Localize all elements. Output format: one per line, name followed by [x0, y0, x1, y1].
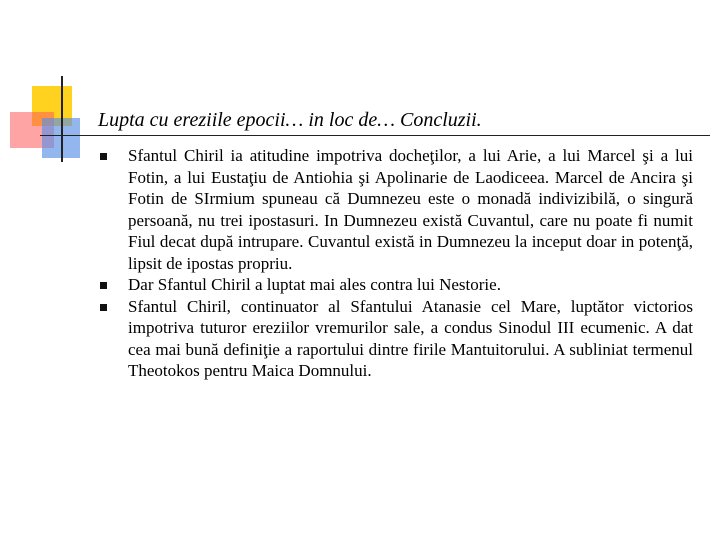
decorative-vertical-line — [61, 76, 63, 162]
slide-title: Lupta cu ereziile epocii… in loc de… Concluzii. — [98, 109, 482, 131]
square-bullet-icon — [100, 304, 107, 311]
bullet-item — [98, 145, 693, 274]
bullet-item — [98, 296, 693, 382]
decorative-horizontal-line — [40, 135, 710, 136]
bullet-text: Dar Sfantul Chiril a luptat mai ales contra lui Nestorie. — [128, 275, 501, 294]
square-bullet-icon — [100, 153, 107, 160]
bullet-list — [98, 145, 693, 382]
bullet-text: Sfantul Chiril, continuator al Sfantului Atanasie cel Mare, luptător victorios impotriva tuturor ereziilor vremurilor sale, a condus Sinodul III ecumenic. A dat cea mai bună definiţie a raportului dintre firile Mantuitorului. A subliniat termenul Theotokos pentru Maica Domnului. — [128, 296, 693, 380]
bullet-text: Sfantul Chiril ia atitudine impotriva docheţilor, a lui Arie, a lui Marcel şi a lui Fotin, a lui Eustaţiu de Antiohia şi Apolinarie de Laodiceea. Marcel de Ancira şi Fotin de SIrmium spuneau că Dumnezeu este o monadă indivizibilă, o singură persoană, nu trei ipostasuri. In Dumnezeu există Cuvantul, care nu poate fi numit Fiul decat după intrupare. Cuvantul există in Dumnezeu la inceput doar in potenţă, lipsit de ipostas propriu. — [128, 146, 693, 273]
bullet-item — [98, 274, 693, 296]
square-bullet-icon — [100, 282, 107, 289]
